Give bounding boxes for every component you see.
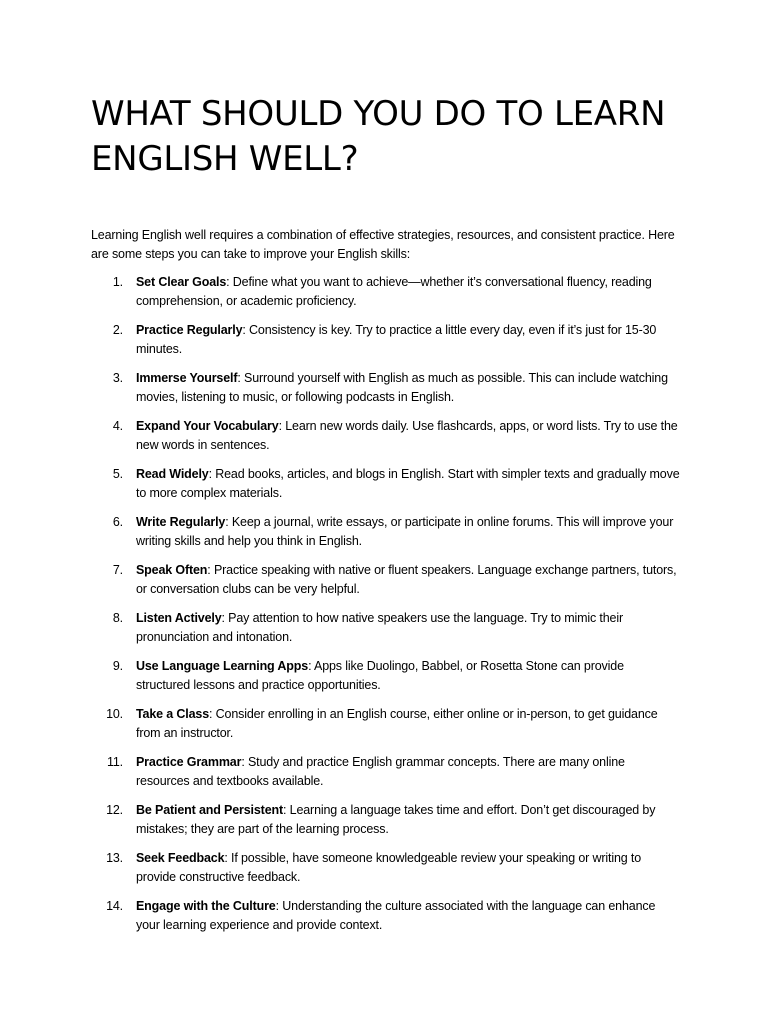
step-term: Be Patient and Persistent (136, 803, 283, 817)
list-item (91, 849, 681, 887)
list-item (91, 705, 681, 743)
step-term: Listen Actively (136, 611, 222, 625)
step-text: : Consistency is key. Try to practice a little every day, even if it’s just for 15-30 minutes. (136, 323, 657, 356)
step-number: 5. (112, 467, 123, 481)
list-item (91, 321, 681, 359)
step-text: : Learning a language takes time and effort. Don’t get discouraged by mistakes; they are part of the learning process. (136, 803, 656, 836)
step-number: 13. (106, 851, 123, 865)
step-number: 10. (106, 707, 123, 721)
step-text: : Learn new words daily. Use flashcards, apps, or word lists. Try to use the new words in sentences. (136, 419, 678, 452)
step-term: Immerse Yourself (136, 371, 238, 385)
step-number: 3. (112, 371, 123, 385)
step-term: Practice Grammar (136, 755, 242, 769)
step-term: Speak Often (136, 563, 208, 577)
intro-paragraph: Learning English well requires a combination of effective strategies, resources, and consistent practice. Here are some steps you can take to improve your English skills: (91, 228, 675, 261)
step-term: Take a Class (136, 707, 210, 721)
step-term: Set Clear Goals (136, 275, 227, 289)
page-title: WHAT SHOULD YOU DO TO LEARN ENGLISH WELL? (91, 94, 666, 179)
step-term: Expand Your Vocabulary (136, 419, 279, 433)
list-item (91, 657, 681, 695)
step-number: 6. (112, 515, 123, 529)
list-item (91, 753, 681, 791)
list-item (91, 801, 681, 839)
step-number: 7. (112, 563, 123, 577)
step-text: : Surround yourself with English as much as possible. This can include watching movies, listening to music, or following podcasts in English. (136, 371, 668, 404)
list-item (91, 561, 681, 599)
step-term: Practice Regularly (136, 323, 243, 337)
step-term: Use Language Learning Apps (136, 659, 309, 673)
step-number: 12. (106, 803, 123, 817)
step-text: : Understanding the culture associated with the language can enhance your learning experience and provide context. (136, 899, 656, 932)
step-term: Engage with the Culture (136, 899, 276, 913)
list-item (91, 897, 681, 935)
list-item (91, 417, 681, 455)
step-text: : Study and practice English grammar concepts. There are many online resources and textbooks available. (136, 755, 625, 788)
step-number: 1. (112, 275, 123, 289)
step-term: Seek Feedback (136, 851, 225, 865)
step-text: : If possible, have someone knowledgeable review your speaking or writing to provide constructive feedback. (136, 851, 642, 884)
step-text: : Apps like Duolingo, Babbel, or Rosetta Stone can provide structured lessons and practice opportunities. (136, 659, 624, 692)
step-text: : Define what you want to achieve—whether it’s conversational fluency, reading comprehension, or academic proficiency. (136, 275, 652, 308)
step-number: 8. (112, 611, 123, 625)
step-number: 14. (106, 899, 123, 913)
steps-list (91, 273, 681, 935)
step-text: : Keep a journal, write essays, or participate in online forums. This will improve your writing skills and help you think in English. (136, 515, 674, 548)
step-number: 9. (112, 659, 123, 673)
list-item (91, 369, 681, 407)
step-text: : Practice speaking with native or fluent speakers. Language exchange partners, tutors, or conversation clubs can be very helpful. (136, 563, 677, 596)
step-text: : Read books, articles, and blogs in English. Start with simpler texts and gradually move to more complex materials. (136, 467, 680, 500)
list-item (91, 513, 681, 551)
step-text: : Pay attention to how native speakers use the language. Try to mimic their pronunciation and intonation. (136, 611, 623, 644)
list-item (91, 273, 681, 311)
step-number: 4. (112, 419, 123, 433)
document-page (91, 92, 681, 945)
list-item (91, 465, 681, 503)
step-text: : Consider enrolling in an English course, either online or in-person, to get guidance from an instructor. (136, 707, 658, 740)
step-term: Write Regularly (136, 515, 226, 529)
step-number: 11. (107, 755, 123, 769)
step-number: 2. (112, 323, 123, 337)
list-item (91, 609, 681, 647)
step-term: Read Widely (136, 467, 209, 481)
